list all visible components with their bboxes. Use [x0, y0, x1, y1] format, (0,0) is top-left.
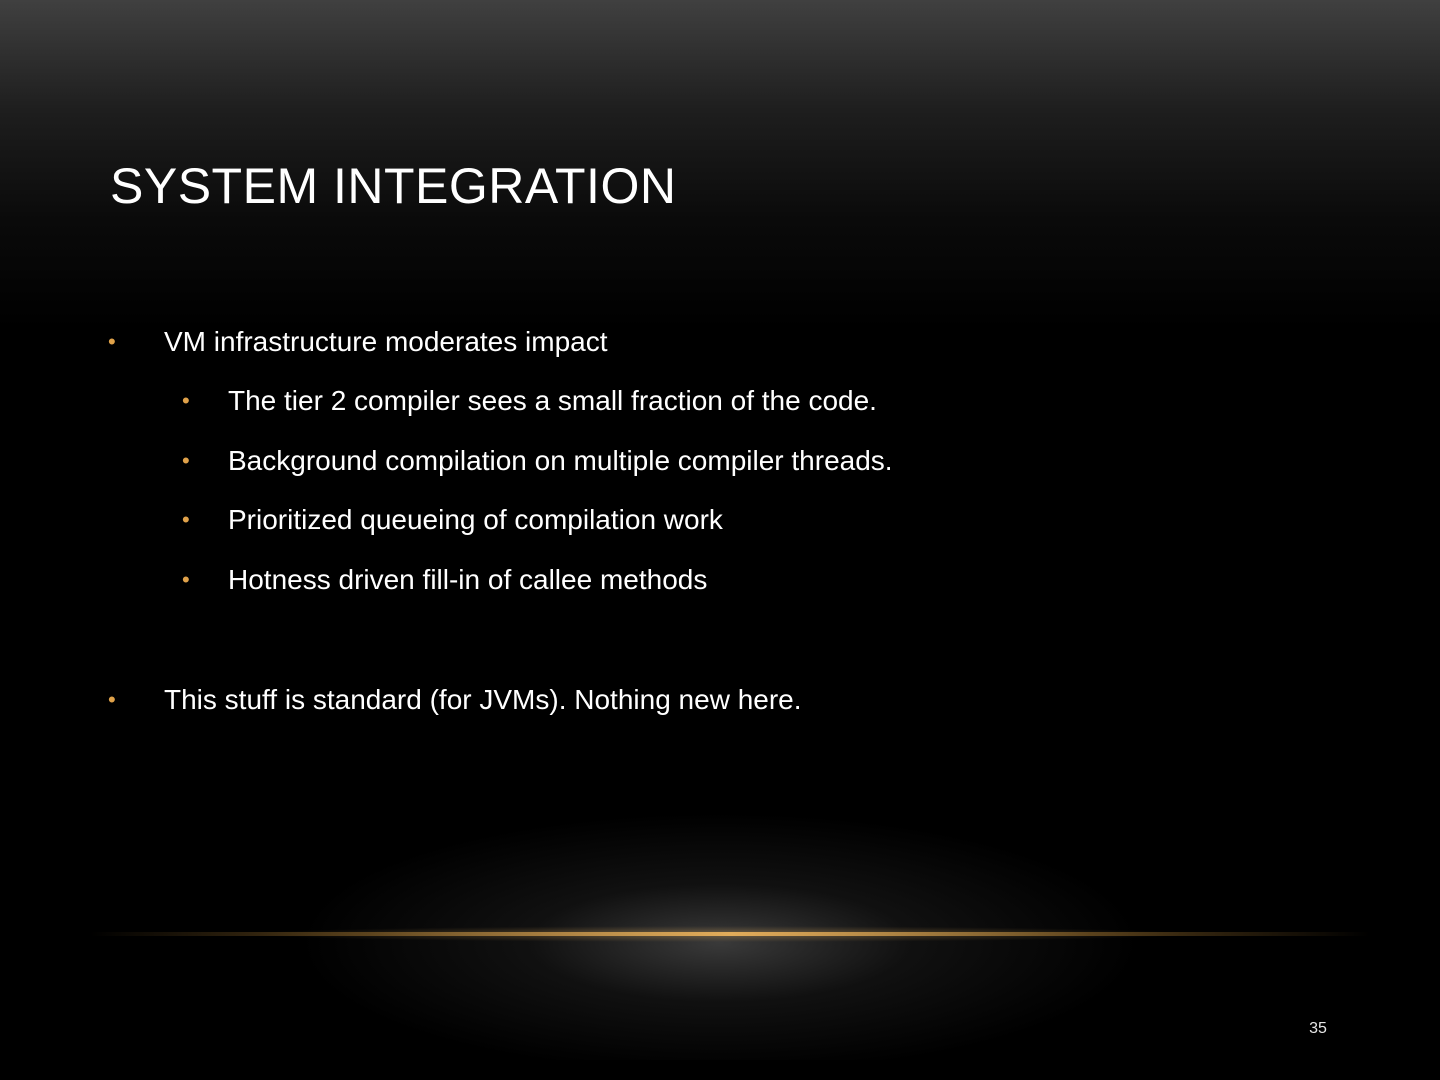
- accent-line: [90, 932, 1370, 936]
- sub-bullet-item: [182, 562, 708, 598]
- sub-bullet-item: [182, 502, 723, 538]
- sub-bullet-item: [182, 383, 877, 419]
- sub-bullet-item: [182, 443, 893, 479]
- bullet-text: Background compilation on multiple compiler threads.: [228, 445, 893, 476]
- bullet-item: [108, 324, 608, 360]
- bullet-text: The tier 2 compiler sees a small fraction of the code.: [228, 385, 877, 416]
- bullet-icon: •: [108, 329, 116, 354]
- bullet-item: [108, 682, 802, 718]
- bullet-icon: •: [182, 388, 190, 413]
- page-number: 35: [1309, 1020, 1327, 1037]
- bullet-icon: •: [182, 567, 190, 592]
- bullet-text: This stuff is standard (for JVMs). Nothing new here.: [164, 684, 802, 715]
- slide-title: SYSTEM INTEGRATION: [110, 158, 677, 214]
- bullet-icon: •: [108, 687, 116, 712]
- bullet-text: VM infrastructure moderates impact: [164, 326, 608, 357]
- bullet-list: [110, 0, 1310, 760]
- bullet-text: Hotness driven fill-in of callee methods: [228, 564, 708, 595]
- bullet-icon: •: [182, 507, 190, 532]
- bullet-text: Prioritized queueing of compilation work: [228, 504, 723, 535]
- bullet-icon: •: [182, 448, 190, 473]
